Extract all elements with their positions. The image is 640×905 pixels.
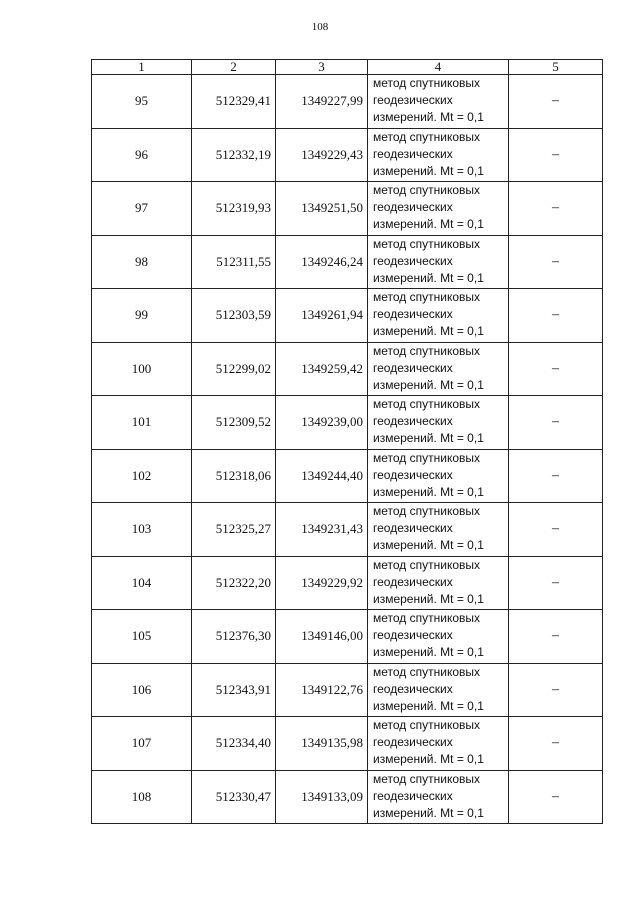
coordinate-y: 1349231,43 [276,503,368,557]
method-line-1: метод спутниковых [373,450,481,465]
method-line-2: геодезических [373,467,453,482]
point-number: 103 [92,503,192,557]
header-col-4: 4 [368,60,509,75]
method-line-2: геодезических [373,574,453,589]
table-row [92,128,603,182]
method-line-1: метод спутниковых [373,718,481,732]
method-line-2: геодезических [373,628,453,642]
column-5-value: – [509,770,603,824]
point-number: 108 [92,770,192,824]
coordinate-x: 512330,47 [192,770,276,824]
coordinate-x: 512329,41 [192,75,276,129]
coordinate-x: 512309,52 [192,396,276,450]
point-number: 95 [92,75,192,129]
header-row [92,60,603,75]
coordinate-y: 1349229,43 [276,128,368,182]
method-cell [368,75,509,129]
point-number: 98 [92,235,192,289]
method-line-3: измерений. Mt = 0,1 [373,163,484,178]
method-line-2: геодезических [373,146,453,161]
point-number: 97 [92,182,192,236]
method-line-1: метод спутниковых [373,236,481,251]
method-line-3: измерений. Mt = 0,1 [373,377,484,392]
coordinate-y: 1349146,00 [276,610,368,664]
method-line-2: геодезических [373,360,453,375]
column-5-value: – [509,182,603,236]
column-5-value: – [509,503,603,557]
method-cell [368,182,509,236]
point-number: 101 [92,396,192,450]
column-5-value: – [509,663,603,717]
method-line-3: измерений. Mt = 0,1 [373,591,484,606]
column-5-value: – [509,342,603,396]
point-number: 102 [92,449,192,503]
column-5-value: – [509,610,603,664]
method-line-3: измерений. Mt = 0,1 [373,324,484,338]
method-line-3: измерений. Mt = 0,1 [373,270,484,285]
method-cell [368,610,509,664]
coordinate-x: 512376,30 [192,610,276,664]
method-cell [368,128,509,182]
method-line-1: метод спутниковых [373,397,481,411]
coordinate-x: 512325,27 [192,503,276,557]
coordinate-y: 1349246,24 [276,235,368,289]
coordinate-x: 512343,91 [192,663,276,717]
point-number: 106 [92,663,192,717]
method-line-3: измерений. Mt = 0,1 [373,538,484,552]
coordinates-table [91,59,603,824]
table-row [92,449,603,503]
point-number: 96 [92,128,192,182]
point-number: 100 [92,342,192,396]
table-row [92,289,603,343]
method-cell [368,770,509,824]
method-line-2: геодезических [373,253,453,268]
method-line-1: метод спутниковых [373,611,481,625]
method-line-2: геодезических [373,735,453,749]
method-line-3: измерений. Mt = 0,1 [373,805,484,820]
table-row [92,610,603,664]
method-cell [368,396,509,450]
column-5-value: – [509,717,603,771]
coordinate-x: 512299,02 [192,342,276,396]
method-cell [368,663,509,717]
table-row [92,182,603,236]
coordinate-y: 1349122,76 [276,663,368,717]
method-line-1: метод спутниковых [373,557,481,572]
coordinate-y: 1349261,94 [276,289,368,343]
coordinate-y: 1349227,99 [276,75,368,129]
method-line-2: геодезических [373,521,453,535]
method-cell [368,289,509,343]
method-line-1: метод спутниковых [373,183,481,197]
coordinate-y: 1349133,09 [276,770,368,824]
column-5-value: – [509,235,603,289]
table-row [92,717,603,771]
method-cell [368,235,509,289]
coordinate-y: 1349239,00 [276,396,368,450]
point-number: 105 [92,610,192,664]
header-col-5: 5 [509,60,603,75]
method-line-1: метод спутниковых [373,771,481,786]
coordinate-x: 512311,55 [192,235,276,289]
method-line-3: измерений. Mt = 0,1 [373,217,484,231]
method-line-2: геодезических [373,414,453,428]
method-cell [368,556,509,610]
column-5-value: – [509,75,603,129]
header-col-2: 2 [192,60,276,75]
coordinate-y: 1349259,42 [276,342,368,396]
point-number: 107 [92,717,192,771]
table-row [92,556,603,610]
table-row [92,235,603,289]
table-row [92,503,603,557]
column-5-value: – [509,289,603,343]
table-row [92,770,603,824]
header-col-1: 1 [92,60,192,75]
method-cell [368,342,509,396]
method-line-1: метод спутниковых [373,290,481,304]
point-number: 99 [92,289,192,343]
coordinate-y: 1349135,98 [276,717,368,771]
method-line-1: метод спутниковых [373,76,481,90]
coordinate-x: 512334,40 [192,717,276,771]
method-line-3: измерений. Mt = 0,1 [373,431,484,445]
method-line-3: измерений. Mt = 0,1 [373,484,484,499]
method-line-3: измерений. Mt = 0,1 [373,645,484,659]
method-line-3: измерений. Mt = 0,1 [373,110,484,124]
method-line-2: геодезических [373,200,453,214]
method-line-1: метод спутниковых [373,664,481,679]
column-5-value: – [509,449,603,503]
method-line-2: геодезических [373,307,453,321]
table-row [92,342,603,396]
method-line-2: геодезических [373,788,453,803]
page-number: 108 [311,21,329,33]
method-line-1: метод спутниковых [373,343,481,358]
column-5-value: – [509,128,603,182]
method-cell [368,449,509,503]
table-row [92,396,603,450]
coordinate-x: 512319,93 [192,182,276,236]
method-cell [368,717,509,771]
method-line-1: метод спутниковых [373,129,481,144]
method-line-1: метод спутниковых [373,504,481,518]
coordinate-x: 512318,06 [192,449,276,503]
table-row [92,663,603,717]
method-line-2: геодезических [373,681,453,696]
table-row [92,75,603,129]
coordinate-x: 512303,59 [192,289,276,343]
point-number: 104 [92,556,192,610]
coordinate-x: 512322,20 [192,556,276,610]
coordinate-y: 1349244,40 [276,449,368,503]
coordinate-y: 1349229,92 [276,556,368,610]
coordinate-y: 1349251,50 [276,182,368,236]
method-line-3: измерений. Mt = 0,1 [373,698,484,713]
method-cell [368,503,509,557]
column-5-value: – [509,556,603,610]
column-5-value: – [509,396,603,450]
method-line-3: измерений. Mt = 0,1 [373,752,484,766]
coordinate-x: 512332,19 [192,128,276,182]
method-line-2: геодезических [373,93,453,107]
header-col-3: 3 [276,60,368,75]
